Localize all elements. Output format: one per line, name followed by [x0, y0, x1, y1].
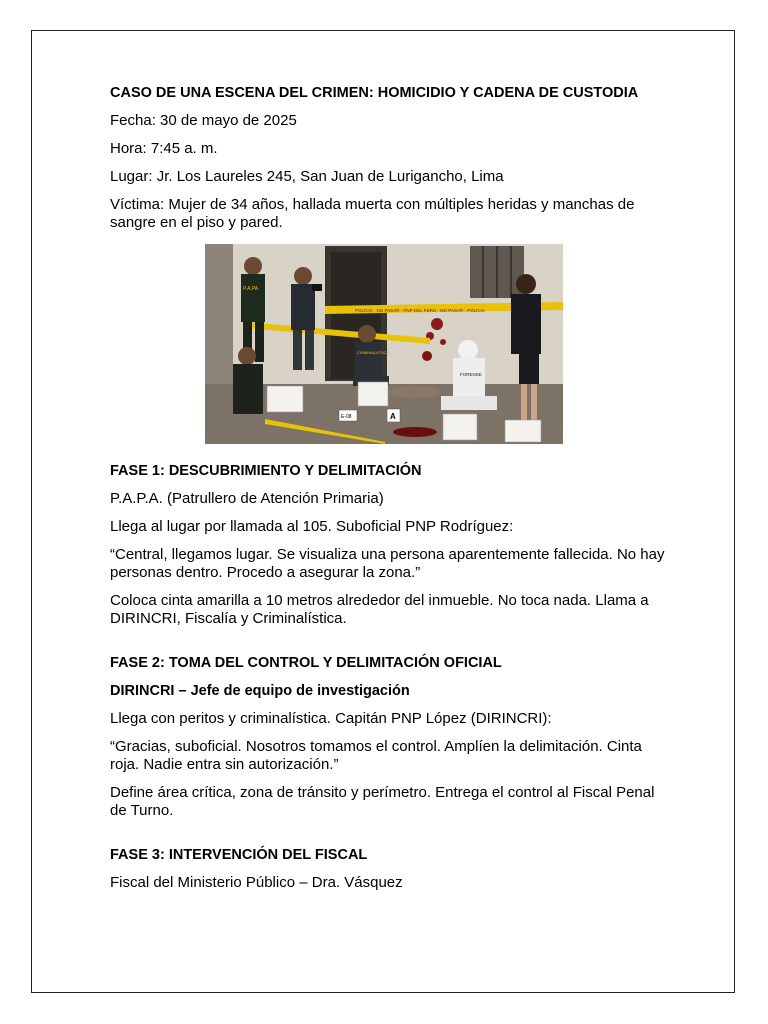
meta-lugar: Lugar: Jr. Los Laureles 245, San Juan de Lurigancho, Lima [110, 168, 504, 185]
evidence-marker-a: A [390, 412, 396, 421]
fase2-paragraph-3: Define área crítica, zona de tránsito y perímetro. Entrega el control al Fiscal Penal de Turno. [110, 784, 655, 819]
police-tape-text: POLICIA · NO PASAR · PNP DEL PERU · NO PASAR · POLICIA [355, 308, 485, 313]
evidence-marker-e08: E-08 [341, 414, 352, 420]
meta-fecha: Fecha: 30 de mayo de 2025 [110, 112, 297, 129]
fase2-heading: FASE 2: TOMA DEL CONTROL Y DELIMITACIÓN OFICIAL [110, 655, 502, 671]
document-title: CASO DE UNA ESCENA DEL CRIMEN: HOMICIDIO Y CADENA DE CUSTODIA [110, 85, 639, 101]
fase1-paragraph-3: “Central, llegamos lugar. Se visualiza una persona aparentemente fallecida. No hay personas dentro. Procedo a asegurar la zona.” [110, 546, 665, 581]
fase2-paragraph-1: Llega con peritos y criminalística. Capitán PNP López (DIRINCRI): [110, 710, 552, 727]
fase1-paragraph-4: Coloca cinta amarilla a 10 metros alrededor del inmueble. No toca nada. Llama a DIRINCRI, Fiscalía y Criminalística. [110, 592, 649, 627]
document-body [110, 84, 670, 902]
crime-scene-photo [205, 244, 563, 444]
forensic-suit-label: FORENSE [460, 372, 482, 377]
fase3-paragraph-1: Fiscal del Ministerio Público – Dra. Vásquez [110, 874, 403, 891]
meta-victima: Víctima: Mujer de 34 años, hallada muerta con múltiples heridas y manchas de sangre en el piso y pared. [110, 196, 635, 231]
meta-hora: Hora: 7:45 a. m. [110, 140, 218, 157]
fase2-paragraph-2: “Gracias, suboficial. Nosotros tomamos el control. Amplíen la delimitación. Cinta roja. Nadie entra sin autorización.” [110, 738, 642, 773]
papa-vest-label: P.A.PA [243, 286, 259, 292]
fase3-heading: FASE 3: INTERVENCIÓN DEL FISCAL [110, 847, 368, 863]
fase1-heading: FASE 1: DESCUBRIMIENTO Y DELIMITACIÓN [110, 463, 422, 479]
fase1-paragraph-1: P.A.P.A. (Patrullero de Atención Primaria) [110, 490, 384, 507]
fase2-subheading: DIRINCRI – Jefe de equipo de investigación [110, 683, 410, 699]
fase1-paragraph-2: Llega al lugar por llamada al 105. Suboficial PNP Rodríguez: [110, 518, 514, 535]
criminalistica-vest-label: CRIMINALISTICA [357, 350, 390, 355]
